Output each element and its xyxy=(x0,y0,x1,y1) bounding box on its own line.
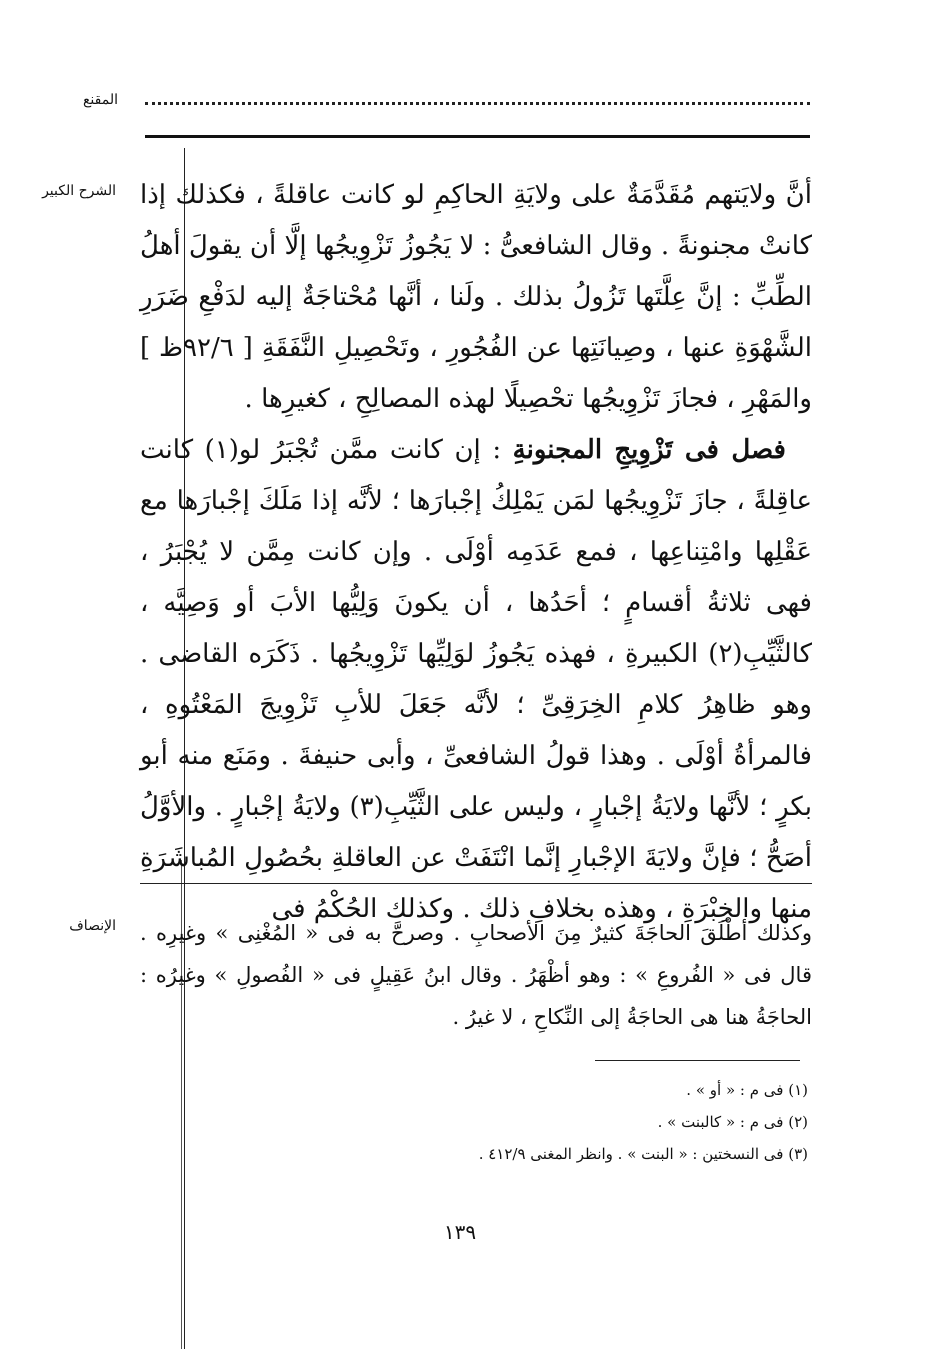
footnote-2: (٢) فى م : « كالبنت » . xyxy=(657,1113,808,1131)
header-dotted-leader xyxy=(145,96,810,105)
footnote-1: (١) فى م : « أو » . xyxy=(686,1081,808,1099)
section-separator xyxy=(140,883,812,884)
footnotes xyxy=(300,1074,808,1170)
footnote-rule xyxy=(595,1060,800,1061)
commentary-paragraph-2 xyxy=(140,425,812,935)
commentary-paragraph-1: أنَّ ولايَتهم مُقَدَّمَةٌ على ولايَةِ الحاكِمِ لو كانت عاقلةً ، فكذلك إذا كانتْ مجنونةً . وقال الشافعىُّ : لا يَجُوزُ تَزْوِيجُها إلَّا أن يقولَ أهلُ الطِّبِّ : إنَّ عِلَّتَها تَزُولُ بذلك . ولَنا ، أنَّها مُحْتاجَةٌ إليه لدَفْعِ ضَرَرِ الشَّهْوَةِ عنها ، وصِيانَتِها عن الفُجُورِ ، وتَحْصِيلِ النَّفَقَةِ [ ٩٢/٦ظ ] والمَهْرِ ، فجازَ تَزْوِيجُها تحْصِيلًا لهذه المصالِحِ ، كغيرِها . xyxy=(140,180,813,414)
section-body: : إن كانت ممَّن تُجْبَرُ لو(١) كانت عاقِلةً ، جازَ تَزْوِيجُها لمَن يَمْلِكُ إجْبارَها ؛ لأنَّه إذا مَلَكَ إجْبارَها مع عَقْلِها وامْتِناعِها ، فمع عَدَمِه أوْلَى . وإن كانت مِمَّن لا يُجْبَرُ ، فهى ثلاثةُ أقسامٍ ؛ أحَدُها ، أن يكونَ وَلِيُّها الأبَ أو وَصِيَّه ، كالثَّيِّبِ(٢) الكبيرةِ ، فهذه يَجُوزُ لوَلِيِّها تَزْوِيجُها . ذَكَرَه القاضى . وهو ظاهِرُ كلامِ الخِرَقِىِّ ؛ لأنَّه جَعَلَ للأبِ تَزْوِيجَ المَعْتُوهِ ، فالمرأةُ أوْلَى . وهذا قولُ الشافعىِّ ، وأبى حنيفةَ . ومَنَع منه أبو بكرٍ ؛ لأنَّها ولايَةُ إجْبارٍ ، وليس على الثَّيِّبِ(٣) ولايَةُ إجْبارٍ . والأوَّلُ أصَحُّ ؛ فإنَّ ولايَةَ الإجْبارِ إنَّما انْتَفَتْ عن العاقلةِ بحُصُولِ المُباشَرَةِ منها والخِبْرَةِ ، وهذه بخلافِ ذلك . وكذلك الحُكْمُ فى xyxy=(140,435,813,924)
sharh-label: الشرح الكبير xyxy=(42,183,116,199)
insaf-paragraph: وكذلك أطْلَقَ الحاجَةَ كثيرٌ مِنَ الأصحابِ . وصرحَّ به فى « المُغْنِى » وغيرِه . قال فى « الفُروعِ » : وهو أظْهَرُ . وقال ابنُ عَقِيلٍ فى « الفُصولِ » وغيرُه : الحاجَةُ هنا هى الحاجَةُ إلى النِّكاحِ ، لا غيرُ . xyxy=(140,921,812,1029)
main-commentary xyxy=(140,170,812,935)
running-title: المقنع xyxy=(82,92,118,108)
insaf-label: الإنصاف xyxy=(69,918,116,934)
header-rule xyxy=(145,135,810,138)
section-heading: فصل فى تَزْوِيجِ المجنونةِ xyxy=(512,435,786,465)
insaf-commentary xyxy=(140,912,812,1038)
footnote-3: (٣) فى النسختين : « البنت » . وانظر المغنى ٤١٢/٩ . xyxy=(478,1145,808,1163)
page-number: ١٣٩ xyxy=(443,1220,477,1244)
